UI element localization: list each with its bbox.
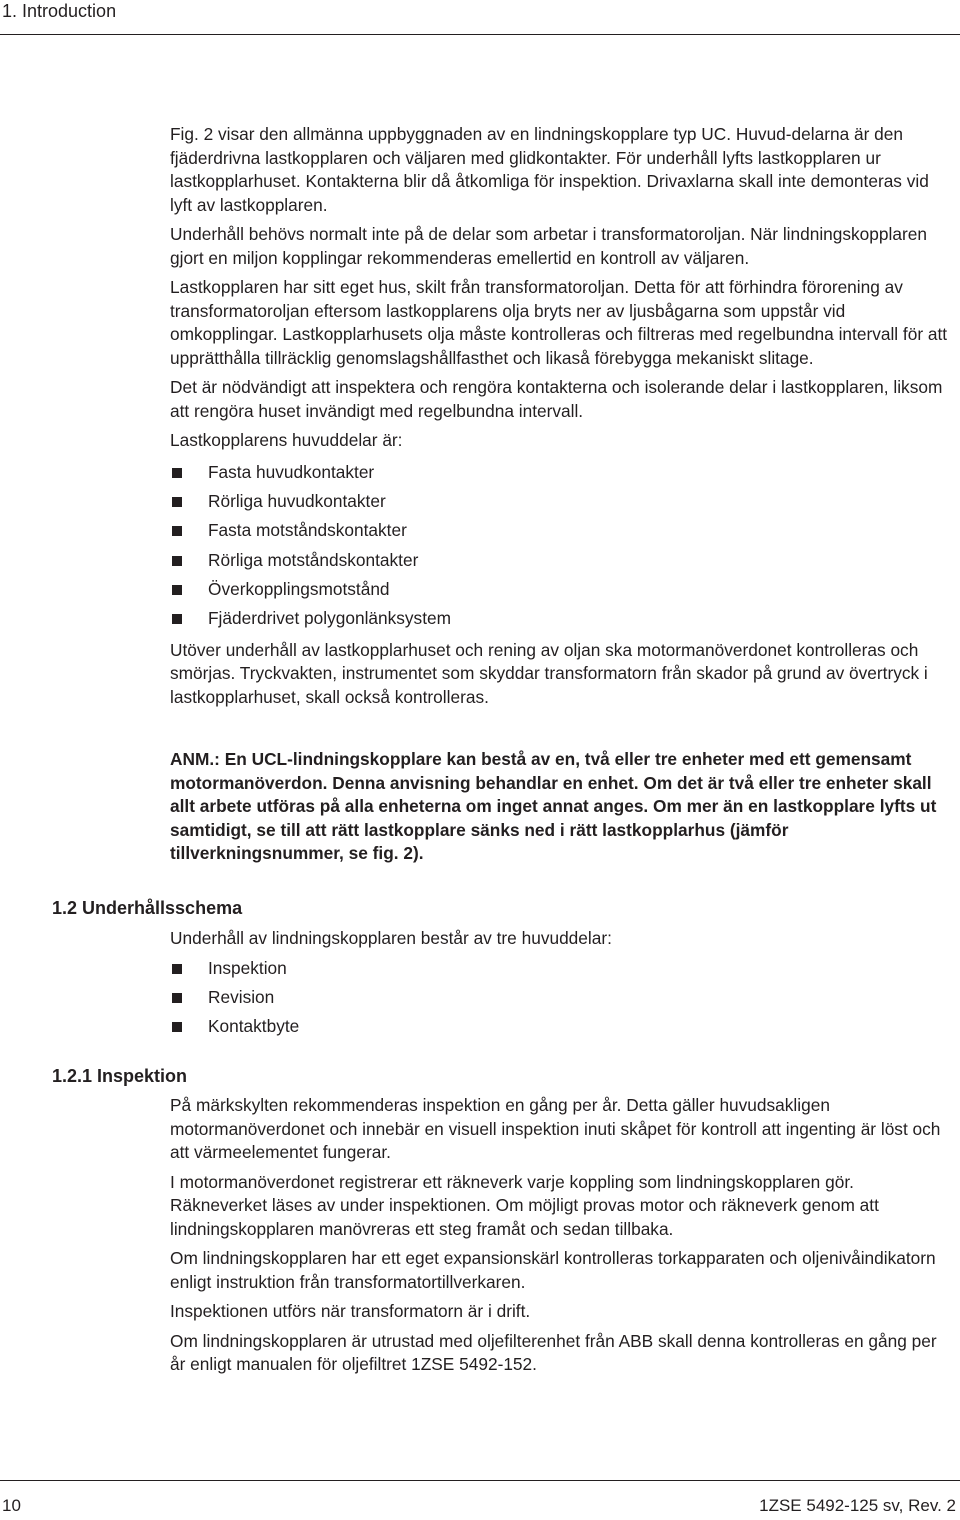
page-header — [0, 0, 960, 35]
bullet-square-icon — [172, 497, 182, 507]
intro-paragraph: Det är nödvändigt att inspektera och rengöra kontakterna och isolerande delar i lastkopplaren, liksom att rengöra huset invändigt med regelbundna intervall. — [170, 377, 943, 421]
intro-section — [170, 123, 952, 709]
section-paragraph: Underhåll av lindningskopplaren består av tre huvuddelar: — [170, 928, 612, 948]
section-paragraph: Om lindningskopplaren har ett eget expansionskärl kontrolleras torkapparaten och oljenivåindikatorn enligt instruktion från transformatortillverkaren. — [170, 1248, 936, 1292]
list-item: Rörliga huvudkontakter — [170, 490, 952, 519]
bullet-square-icon — [172, 556, 182, 566]
bullet-square-icon — [172, 585, 182, 595]
list-item: Fasta huvudkontakter — [170, 461, 952, 490]
intro-paragraph: Lastkopplarens huvuddelar är: — [170, 430, 403, 450]
intro-paragraph: Underhåll behövs normalt inte på de delar som arbetar i transformatoroljan. När lindningskopplaren gjort en miljon kopplingar rekommenderas emellertid en kontroll av väljaren. — [170, 224, 927, 268]
section-paragraph: I motormanöverdonet registrerar ett räkneverk varje koppling som lindningskopplaren gör. Räkneverket läses av under inspektionen. Om möjligt provas motor och räkneverk genom att lindningskopplaren manövreras ett steg framåt och sedan tillbaka. — [170, 1171, 879, 1239]
chapter-title: 1. Introduction — [2, 1, 117, 21]
page-number: 10 — [2, 1496, 21, 1515]
section-paragraph: På märkskylten rekommenderas inspektion en gång per år. Detta gäller huvudsakligen motormanöverdonet och innebär en visuell inspektion inuti skåpet för kontroll att ingenting är löst och att värmeelementet fungerar. — [170, 1095, 941, 1162]
list-item: Inspektion — [170, 957, 952, 986]
bullet-square-icon — [172, 993, 182, 1003]
section-heading: 1.2 Underhållsschema — [52, 898, 243, 918]
list-item: Revision — [170, 986, 952, 1015]
document-id: 1ZSE 5492-125 sv, Rev. 2 — [759, 1496, 956, 1515]
bullet-square-icon — [172, 526, 182, 536]
footer-divider — [0, 1480, 960, 1481]
maintenance-schedule-section — [170, 927, 952, 1045]
list-item: Kontaktbyte — [170, 1015, 952, 1044]
main-parts-list — [170, 461, 952, 637]
maintenance-parts-list — [170, 957, 952, 1045]
intro-paragraph: Lastkopplaren har sitt eget hus, skilt från transformatoroljan. Detta för att förhindra förorening av transformatoroljan eftersom lastkopplarens olja bryts ner av ljusbågarna som uppstår vid omkopplingar. Lastkopplarhusets olja måste kontrolleras och filtreras med regelbundna intervall för att upprätthålla tillräcklig genomslagshållfasthet och likaså förebygga mekaniskt slitage. — [170, 277, 948, 368]
section-paragraph: Inspektionen utförs när transformatorn är i drift. — [170, 1301, 531, 1321]
list-item: Fasta motståndskontakter — [170, 519, 952, 548]
note-block: ANM.: En UCL-lindningskopplare kan bestå av en, två eller tre enheter med ett gemensamt motormanöverdon. Denna anvisning behandlar en enhet. Om det är två eller tre enheter skall allt arbete utföras på alla enheterna om inget annat anges. Om mer än en lastkopplare lyfts ut samtidigt, se till att rätt lastkopplare sänks ned i rätt lastkopplarhus (jämför tillverkningsnummer, se fig. 2). — [170, 749, 937, 864]
list-item: Rörliga motståndskontakter — [170, 549, 952, 578]
bullet-square-icon — [172, 1022, 182, 1032]
intro-paragraph: Utöver underhåll av lastkopplarhuset och rening av oljan ska motormanöverdonet kontrolleras och smörjas. Tryckvakten, instrumentet som skyddar transformatorn från skador på grund av övertryck i lastkopplarhuset, skall också kontrolleras. — [170, 639, 928, 707]
subsection-heading: 1.2.1 Inspektion — [52, 1066, 188, 1086]
bullet-square-icon — [172, 964, 182, 974]
section-paragraph: Om lindningskopplaren är utrustad med oljefilterenhet från ABB skall denna kontrolleras en gång per år enligt manualen för oljefiltret 1ZSE 5492-152. — [170, 1330, 937, 1374]
bullet-square-icon — [172, 468, 182, 478]
bullet-square-icon — [172, 614, 182, 624]
inspection-section — [170, 1094, 952, 1377]
list-item: Överkopplingsmotstånd — [170, 578, 952, 607]
intro-paragraph: Fig. 2 visar den allmänna uppbyggnaden av en lindningskopplare typ UC. Huvud-delarna är den fjäderdrivna lastkopplaren och väljaren med glidkontakter. För underhåll lyfts lastkopplaren ur lastkopplarhuset. Kontakterna blir då åtkomliga för inspektion. Drivaxlarna skall inte demonteras vid lyft av lastkopplaren. — [170, 124, 929, 215]
list-item: Fjäderdrivet polygonlänksystem — [170, 607, 952, 636]
